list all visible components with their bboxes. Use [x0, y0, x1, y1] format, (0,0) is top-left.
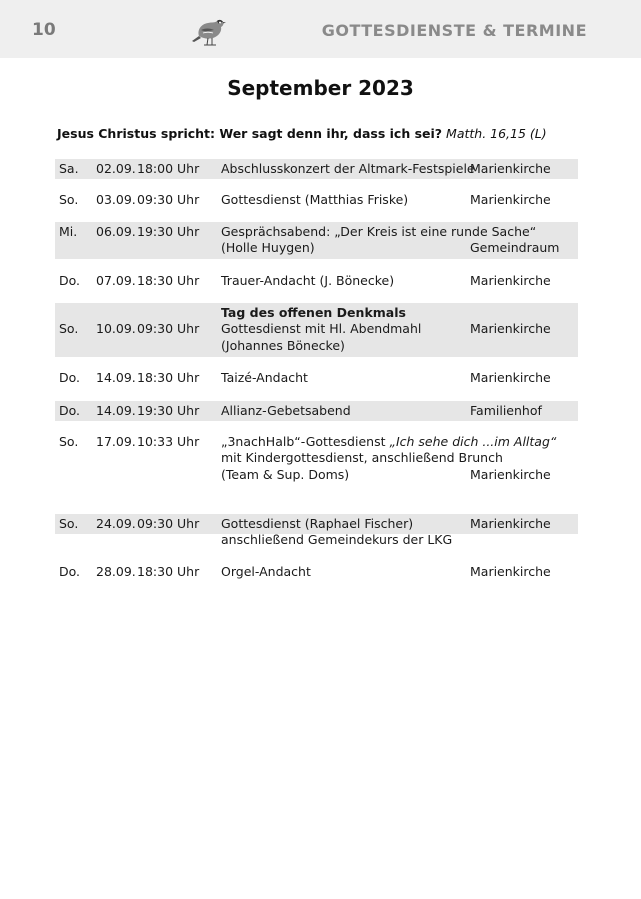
event-row-continuation	[55, 532, 578, 550]
bible-verse	[57, 126, 597, 141]
event-title: Orgel-Andacht	[221, 564, 311, 579]
event-row	[55, 564, 578, 584]
event-heading: Tag des offenen Denkmals	[221, 305, 406, 320]
event-time: 18:30 Uhr	[137, 564, 200, 579]
event-row	[55, 222, 578, 259]
event-date: 03.09.	[96, 192, 136, 207]
event-place: Familienhof	[470, 403, 542, 418]
event-row	[55, 370, 578, 390]
event-day: So.	[59, 516, 79, 531]
event-day: So.	[59, 434, 79, 449]
event-time: 18:00 Uhr	[137, 161, 200, 176]
event-row	[55, 514, 578, 534]
event-date: 06.09.	[96, 224, 136, 239]
event-row	[55, 192, 578, 212]
event-place: Marienkirche	[470, 516, 551, 531]
event-title: Allianz-Gebetsabend	[221, 403, 351, 418]
event-time: 18:30 Uhr	[137, 273, 200, 288]
event-date: 28.09.	[96, 564, 136, 579]
event-title-line: mit Kindergottesdienst, anschließend Brunch	[221, 450, 503, 466]
event-day: So.	[59, 321, 79, 337]
event-day: Do.	[59, 370, 81, 385]
event-title-line: (Team & Sup. Doms)	[221, 466, 350, 482]
event-date: 02.09.	[96, 161, 136, 176]
event-day: Do.	[59, 564, 81, 579]
verse-reference: Matth. 16,15 (L)	[446, 126, 547, 141]
event-time: 09:30 Uhr	[137, 192, 200, 207]
event-place: Marienkirche	[470, 370, 551, 385]
event-title: Gottesdienst (Matthias Friske)	[221, 192, 409, 207]
event-place: Marienkirche	[470, 192, 551, 207]
event-time: 18:30 Uhr	[137, 370, 200, 385]
event-title: Taizé-Andacht	[221, 370, 308, 385]
event-title: Abschlusskonzert der Altmark-Festspiele	[221, 161, 475, 176]
event-place: Marienkirche	[470, 273, 551, 288]
event-row	[55, 434, 578, 486]
page-header	[0, 0, 641, 58]
event-title-prefix: „3nachHalb“-Gottesdienst	[221, 434, 390, 449]
event-time: 10:33 Uhr	[137, 434, 200, 449]
event-date: 10.09.	[96, 321, 136, 337]
event-time: 19:30 Uhr	[137, 224, 200, 239]
event-date: 07.09.	[96, 273, 136, 288]
event-row	[55, 401, 578, 421]
month-title: September 2023	[227, 76, 414, 100]
section-title: GOTTESDIENSTE & TERMINE	[321, 21, 587, 40]
event-row	[55, 303, 578, 357]
event-date: 24.09.	[96, 516, 136, 531]
event-date: 14.09.	[96, 403, 136, 418]
event-title	[221, 434, 556, 450]
event-title: Gottesdienst (Raphael Fischer)	[221, 516, 414, 531]
event-date: 14.09.	[96, 370, 136, 385]
page-number: 10	[32, 20, 56, 40]
event-row	[55, 159, 578, 179]
event-place: Marienkirche	[470, 161, 551, 176]
verse-quote: Jesus Christus spricht: Wer sagt denn ihr, dass ich sei?	[57, 126, 443, 141]
event-time: 09:30 Uhr	[137, 321, 200, 337]
event-title-line: (Holle Huygen)	[221, 240, 315, 256]
event-row	[55, 273, 578, 293]
event-day: Do.	[59, 403, 81, 418]
event-time: 09:30 Uhr	[137, 516, 200, 531]
event-day: Sa.	[59, 161, 79, 176]
event-title: Gesprächsabend: „Der Kreis ist eine runde Sache“	[221, 224, 537, 239]
event-day: So.	[59, 192, 79, 207]
event-date: 17.09.	[96, 434, 136, 449]
event-place: Marienkirche	[470, 466, 551, 482]
event-place: Gemeindraum	[470, 240, 560, 256]
event-title-line: anschließend Gemeindekurs der LKG	[221, 532, 453, 547]
event-title-italic: „Ich sehe dich ...im Alltag“	[389, 434, 557, 449]
event-day: Do.	[59, 273, 81, 288]
event-time: 19:30 Uhr	[137, 403, 200, 418]
sparrow-icon	[191, 14, 227, 48]
event-title: Gottesdienst mit Hl. Abendmahl	[221, 321, 422, 337]
event-day: Mi.	[59, 224, 78, 239]
event-title-line: (Johannes Bönecke)	[221, 337, 345, 353]
event-title: Trauer-Andacht (J. Bönecke)	[221, 273, 395, 288]
event-place: Marienkirche	[470, 564, 551, 579]
event-place: Marienkirche	[470, 321, 551, 337]
